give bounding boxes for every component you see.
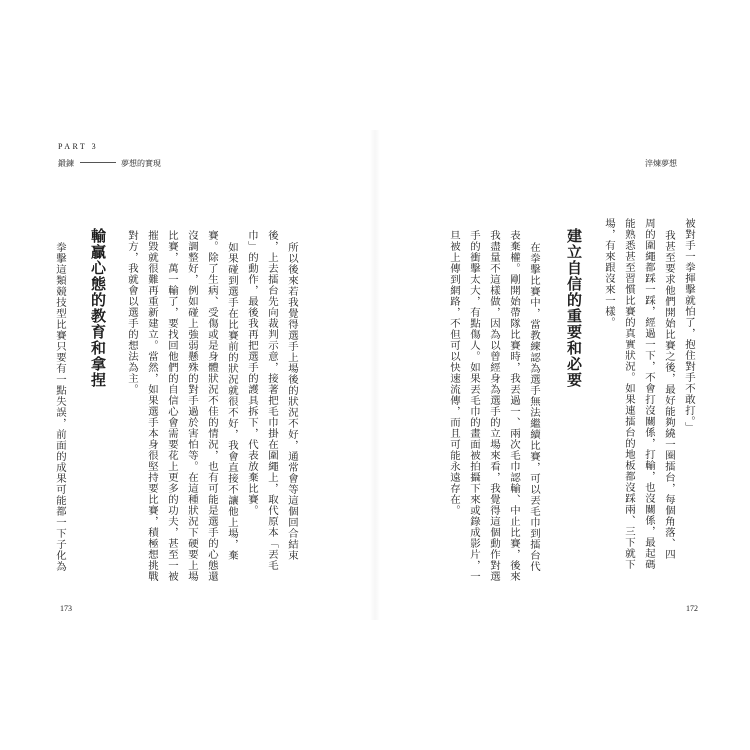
book-gutter [370,130,380,620]
left-page-line: 巾」的動作，最後我再把選手的護具拆下，代表放棄比賽。 [246,230,258,516]
right-page-section-heading: 建立自信的重要和必要 [565,228,583,388]
part-label: PART 3 [58,142,99,151]
right-page-number: 172 [686,604,698,613]
right-page-body-line: 表棄權。剛開始帶隊比賽時，我丟過一、兩次毛巾認輸、中止比賽，後來 [508,230,520,582]
right-page-body-line: 我盡量不這樣做，因為以曾經身為選手的立場來看，我覺得這個動作對選 [488,230,500,582]
right-page-line: 場，有來跟沒來一樣。 [603,218,615,328]
chapter-label: 鍛鍊 [58,159,74,168]
left-page-running-title: 夢想的實現 [121,159,161,168]
right-page-body-line: 在拳擊比賽中，當教練認為選手無法繼續比賽，可以丟毛巾到擂台代 [528,242,540,572]
left-page-line: 所以後來若我覺得選手上場後的狀況不好，通常會等這個回合結束 [286,242,298,561]
left-page-line: 對方，我就會以選手的想法為主。 [126,230,138,395]
left-page-line: 比賽，萬一輸了，要找回他們的自信心會需要花上更多的功夫，甚至一被 [166,230,178,582]
left-page-line: 摧毀就很難再重新建立。當然，如果選手本身很堅持要比賽，積極想挑戰 [146,230,158,582]
left-page-line: 沒調整好，例如碰上強弱懸殊的對手過於害怕等。在這種狀況下硬要上場 [186,230,198,582]
left-page-line: 賽。除了生病、受傷或是身體狀況不佳的情況，也有可能是選手的心態還 [206,230,218,582]
right-page-running-title: 淬煉夢想 [645,159,677,168]
right-page-line: 能熟悉甚至習慣比賽的真實狀況。如果連擂台的地板都沒踩兩、三下就下 [623,218,635,570]
header-divider [80,162,116,163]
right-page-line: 周的圍繩都踩一踩，經過一下，不會打沒關係，打輸，也沒關係，最起碼 [643,218,655,570]
left-page-line: 後，上去擂台先向裁判示意，接著把毛巾掛在圍繩上，取代原本「丟毛 [266,230,278,571]
left-page-line: 如果碰到選手在比賽前的狀況就很不好，我會直接不讓他上場，棄 [226,242,238,561]
left-page-section-heading: 輸贏心態的教育和拿捏 [89,228,107,388]
right-page-body-line: 手的衝擊太大，有點傷人。如果丟毛巾的畫面被拍攝下來或錄成影片，一 [468,230,480,582]
right-page-line: 我甚至要求他們開始比賽之後，最好能夠繞一圈擂台，每個角落、四 [663,230,675,560]
left-page-body-line: 拳擊這類競技型比賽只要有一點失誤，前面的成果可能都一下子化為 [54,242,66,572]
right-page-line: 被對手一拳揮擊就怕了，抱住對手不敢打。」 [683,218,695,433]
right-page-body-line: 旦被上傳到網路，不但可以快速流傳，而且可能永遠存在。 [448,230,460,516]
left-page-number: 173 [60,604,72,613]
